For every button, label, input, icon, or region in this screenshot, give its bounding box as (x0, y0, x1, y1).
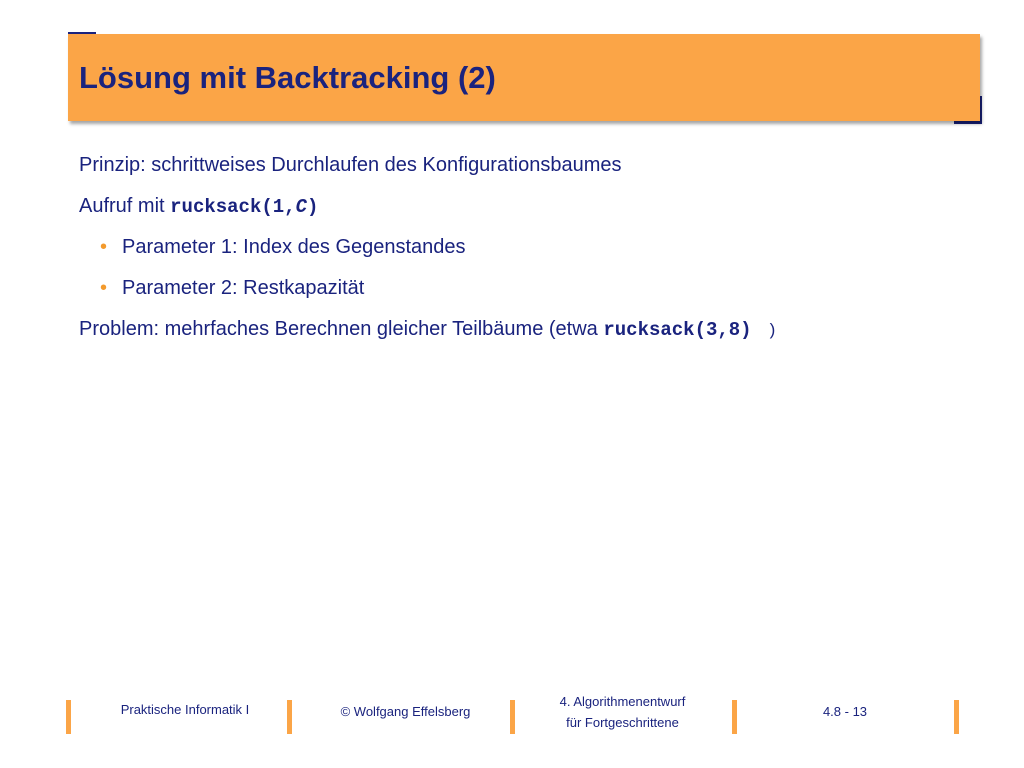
call-prefix: Aufruf mit (79, 195, 171, 217)
footer-divider (287, 700, 292, 734)
bullet-item-2 (100, 277, 364, 300)
bullet-text-2: Parameter 2: Restkapazität (122, 277, 365, 299)
principle-text: Prinzip: schrittweises Durchlaufen des Konfigurationsbaumes (79, 154, 622, 176)
footer-author: © Wolfgang Effelsberg (340, 704, 471, 719)
footer-chapter-1: 4. Algorithmenentwurf (559, 694, 686, 709)
call-line (79, 195, 318, 218)
problem-close: ) (769, 320, 776, 339)
call-code: rucksack(1,C) (170, 196, 319, 218)
footer-divider (954, 700, 959, 734)
footer-divider (732, 700, 737, 734)
principle-line (79, 154, 622, 177)
problem-code: rucksack(3,8) (603, 319, 752, 341)
footer-course: Praktische Informatik I (120, 702, 250, 717)
footer-chapter-2: für Fortgeschrittene (566, 715, 679, 730)
title-bar (68, 34, 980, 121)
slide-title: Lösung mit Backtracking (2) (79, 60, 496, 95)
call-code-param: C (295, 196, 307, 218)
problem-prefix: Problem: mehrfaches Berechnen gleicher Teilbäume (etwa (79, 318, 604, 340)
bullet-icon: • (100, 277, 108, 299)
page-number: 4.8 - 13 (822, 704, 868, 719)
footer-divider (66, 700, 71, 734)
bullet-item-1 (100, 236, 466, 259)
bullet-icon: • (100, 236, 108, 258)
problem-line (79, 318, 775, 341)
bullet-text-1: Parameter 1: Index des Gegenstandes (122, 236, 466, 258)
footer-divider (510, 700, 515, 734)
